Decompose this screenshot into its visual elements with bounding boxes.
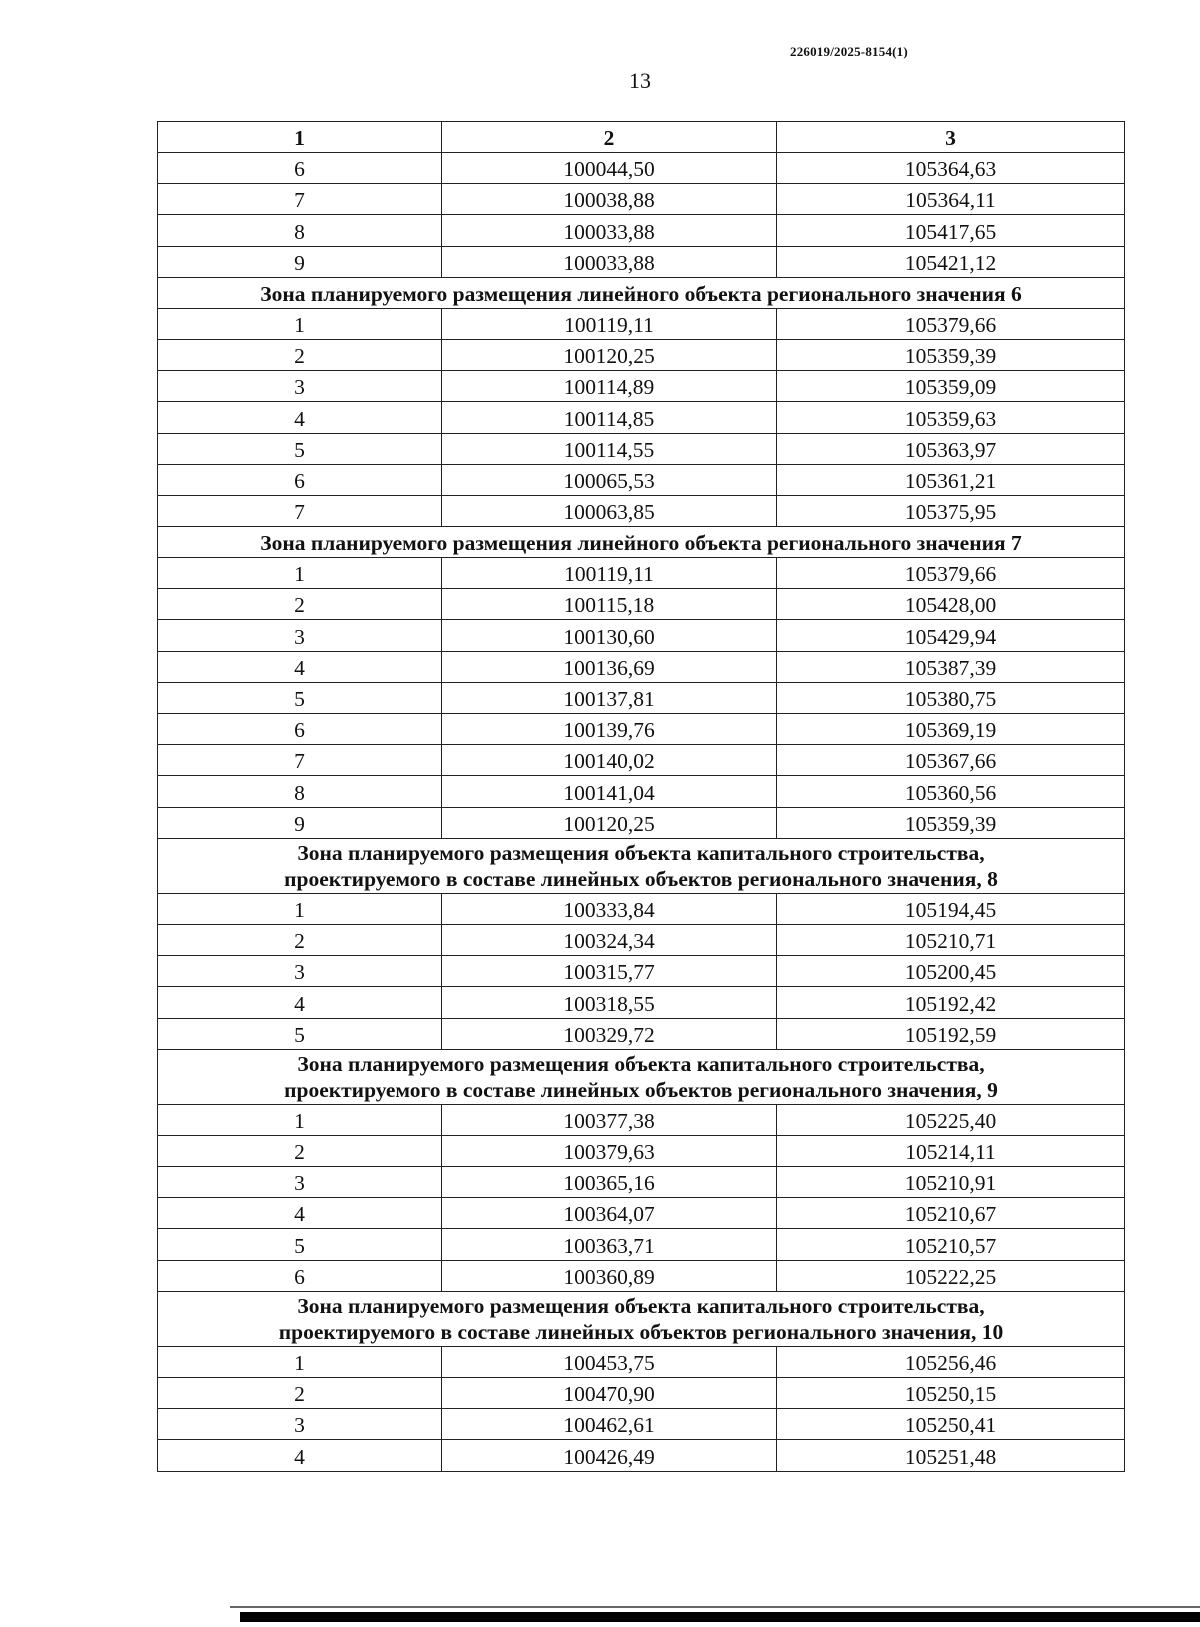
table-row <box>158 558 1125 589</box>
table-row <box>158 495 1125 526</box>
coordinate-y: 105429,94 <box>777 620 1125 651</box>
point-number: 1 <box>158 893 442 924</box>
coordinate-x: 100114,89 <box>442 371 777 402</box>
coordinate-y: 105225,40 <box>777 1104 1125 1135</box>
coordinate-y: 105364,63 <box>777 153 1125 184</box>
coordinate-x: 100120,25 <box>442 807 777 838</box>
table-row <box>158 184 1125 215</box>
coordinate-y: 105222,25 <box>777 1260 1125 1291</box>
table-row <box>158 714 1125 745</box>
coordinate-x: 100063,85 <box>442 495 777 526</box>
coordinate-y: 105375,95 <box>777 495 1125 526</box>
coordinate-x: 100033,88 <box>442 246 777 277</box>
zone-title-line: проектируемого в составе линейных объектов регионального значения, 8 <box>284 866 998 891</box>
coordinate-y: 105214,11 <box>777 1135 1125 1166</box>
point-number: 8 <box>158 776 442 807</box>
table-row <box>158 651 1125 682</box>
zone-title: Зона планируемого размещения линейного объекта регионального значения 7 <box>158 527 1125 558</box>
coordinate-y: 105361,21 <box>777 464 1125 495</box>
coordinate-x: 100379,63 <box>442 1135 777 1166</box>
zone-title-line: Зона планируемого размещения объекта капитального строительства, <box>297 840 985 865</box>
table-row <box>158 1440 1125 1471</box>
point-number: 2 <box>158 339 442 370</box>
point-number: 7 <box>158 495 442 526</box>
table-row <box>158 1229 1125 1260</box>
zone-title <box>158 838 1125 893</box>
coordinate-x: 100315,77 <box>442 956 777 987</box>
point-number: 9 <box>158 807 442 838</box>
table-row <box>158 1104 1125 1135</box>
coordinate-x: 100065,53 <box>442 464 777 495</box>
coordinate-x: 100130,60 <box>442 620 777 651</box>
coordinate-y: 105359,63 <box>777 402 1125 433</box>
point-number: 7 <box>158 745 442 776</box>
table-row <box>158 1018 1125 1049</box>
coordinate-x: 100462,61 <box>442 1409 777 1440</box>
table-row <box>158 1167 1125 1198</box>
coordinate-y: 105428,00 <box>777 589 1125 620</box>
table-row <box>158 1378 1125 1409</box>
table-row <box>158 1346 1125 1377</box>
zone-title-line: проектируемого в составе линейных объектов регионального значения, 9 <box>284 1077 998 1102</box>
table-row <box>158 589 1125 620</box>
coordinate-y: 105192,42 <box>777 987 1125 1018</box>
zone-title-row <box>158 838 1125 893</box>
zone-title-row <box>158 277 1125 308</box>
table-row <box>158 682 1125 713</box>
table-row <box>158 1260 1125 1291</box>
column-header: 3 <box>777 122 1125 153</box>
coordinate-x: 100114,55 <box>442 433 777 464</box>
point-number: 5 <box>158 433 442 464</box>
point-number: 6 <box>158 714 442 745</box>
point-number: 6 <box>158 153 442 184</box>
coordinates-table <box>157 121 1125 1472</box>
coordinate-y: 105210,57 <box>777 1229 1125 1260</box>
zone-title <box>158 1291 1125 1346</box>
point-number: 4 <box>158 651 442 682</box>
coordinate-y: 105192,59 <box>777 1018 1125 1049</box>
point-number: 4 <box>158 1440 442 1471</box>
coordinate-x: 100324,34 <box>442 924 777 955</box>
table-row <box>158 745 1125 776</box>
coordinate-x: 100033,88 <box>442 215 777 246</box>
table-row <box>158 308 1125 339</box>
coordinate-x: 100453,75 <box>442 1346 777 1377</box>
coordinate-y: 105417,65 <box>777 215 1125 246</box>
point-number: 5 <box>158 682 442 713</box>
document-number: 226019/2025-8154(1) <box>790 44 908 59</box>
coordinate-y: 105379,66 <box>777 558 1125 589</box>
table-row <box>158 246 1125 277</box>
coordinate-x: 100360,89 <box>442 1260 777 1291</box>
coordinate-x: 100318,55 <box>442 987 777 1018</box>
coordinate-x: 100377,38 <box>442 1104 777 1135</box>
coordinate-x: 100426,49 <box>442 1440 777 1471</box>
point-number: 3 <box>158 1409 442 1440</box>
coordinate-y: 105421,12 <box>777 246 1125 277</box>
table-row <box>158 893 1125 924</box>
table-row <box>158 620 1125 651</box>
coordinate-x: 100044,50 <box>442 153 777 184</box>
zone-title-row <box>158 1291 1125 1346</box>
coordinate-x: 100329,72 <box>442 1018 777 1049</box>
point-number: 2 <box>158 1378 442 1409</box>
coordinate-x: 100136,69 <box>442 651 777 682</box>
point-number: 3 <box>158 371 442 402</box>
coordinate-y: 105364,11 <box>777 184 1125 215</box>
table-row <box>158 1198 1125 1229</box>
coordinate-x: 100119,11 <box>442 558 777 589</box>
coordinate-y: 105379,66 <box>777 308 1125 339</box>
coordinate-y: 105360,56 <box>777 776 1125 807</box>
coordinate-x: 100363,71 <box>442 1229 777 1260</box>
coordinate-y: 105251,48 <box>777 1440 1125 1471</box>
point-number: 6 <box>158 1260 442 1291</box>
coordinate-x: 100365,16 <box>442 1167 777 1198</box>
point-number: 4 <box>158 1198 442 1229</box>
table-row <box>158 339 1125 370</box>
coordinate-y: 105250,15 <box>777 1378 1125 1409</box>
coordinate-y: 105200,45 <box>777 956 1125 987</box>
coordinate-y: 105359,39 <box>777 339 1125 370</box>
coordinate-y: 105210,67 <box>777 1198 1125 1229</box>
point-number: 3 <box>158 620 442 651</box>
coordinate-x: 100140,02 <box>442 745 777 776</box>
page-number: 13 <box>629 68 651 93</box>
point-number: 2 <box>158 1135 442 1166</box>
coordinate-y: 105210,91 <box>777 1167 1125 1198</box>
point-number: 9 <box>158 246 442 277</box>
coordinate-y: 105367,66 <box>777 745 1125 776</box>
point-number: 2 <box>158 589 442 620</box>
table-row <box>158 987 1125 1018</box>
table-row <box>158 464 1125 495</box>
table-row <box>158 776 1125 807</box>
table-row <box>158 215 1125 246</box>
coordinate-y: 105359,09 <box>777 371 1125 402</box>
zone-title-line: Зона планируемого размещения объекта капитального строительства, <box>297 1293 985 1318</box>
point-number: 1 <box>158 308 442 339</box>
point-number: 1 <box>158 1346 442 1377</box>
coordinate-x: 100141,04 <box>442 776 777 807</box>
point-number: 4 <box>158 402 442 433</box>
coordinate-y: 105387,39 <box>777 651 1125 682</box>
table-row <box>158 807 1125 838</box>
coordinate-x: 100333,84 <box>442 893 777 924</box>
coordinate-x: 100139,76 <box>442 714 777 745</box>
point-number: 5 <box>158 1018 442 1049</box>
point-number: 7 <box>158 184 442 215</box>
coordinate-x: 100364,07 <box>442 1198 777 1229</box>
coordinate-x: 100119,11 <box>442 308 777 339</box>
point-number: 4 <box>158 987 442 1018</box>
column-header: 1 <box>158 122 442 153</box>
table-row <box>158 153 1125 184</box>
point-number: 1 <box>158 558 442 589</box>
table-body <box>158 153 1125 1472</box>
table-row <box>158 371 1125 402</box>
zone-title-row <box>158 1049 1125 1104</box>
coordinate-y: 105256,46 <box>777 1346 1125 1377</box>
coordinate-x: 100114,85 <box>442 402 777 433</box>
coordinate-x: 100137,81 <box>442 682 777 713</box>
coordinate-x: 100120,25 <box>442 339 777 370</box>
coordinate-y: 105194,45 <box>777 893 1125 924</box>
coordinate-y: 105369,19 <box>777 714 1125 745</box>
coordinate-y: 105359,39 <box>777 807 1125 838</box>
column-header: 2 <box>442 122 777 153</box>
table-row <box>158 1409 1125 1440</box>
table-row <box>158 402 1125 433</box>
point-number: 1 <box>158 1104 442 1135</box>
coordinate-y: 105210,71 <box>777 924 1125 955</box>
point-number: 6 <box>158 464 442 495</box>
point-number: 2 <box>158 924 442 955</box>
zone-title-line: Зона планируемого размещения объекта капитального строительства, <box>297 1051 985 1076</box>
table-row <box>158 956 1125 987</box>
table-header-row <box>158 122 1125 153</box>
coordinate-x: 100038,88 <box>442 184 777 215</box>
coordinate-y: 105380,75 <box>777 682 1125 713</box>
scan-edge-line <box>230 1606 1200 1608</box>
table-row <box>158 433 1125 464</box>
point-number: 5 <box>158 1229 442 1260</box>
zone-title-line: проектируемого в составе линейных объектов регионального значения, 10 <box>278 1319 1004 1344</box>
point-number: 3 <box>158 1167 442 1198</box>
coordinate-x: 100470,90 <box>442 1378 777 1409</box>
point-number: 8 <box>158 215 442 246</box>
coordinate-x: 100115,18 <box>442 589 777 620</box>
zone-title <box>158 1049 1125 1104</box>
zone-title: Зона планируемого размещения линейного объекта регионального значения 6 <box>158 277 1125 308</box>
coordinate-y: 105250,41 <box>777 1409 1125 1440</box>
table-row <box>158 924 1125 955</box>
table-row <box>158 1135 1125 1166</box>
scan-edge-bar <box>240 1612 1200 1622</box>
coordinate-y: 105363,97 <box>777 433 1125 464</box>
zone-title-row <box>158 527 1125 558</box>
point-number: 3 <box>158 956 442 987</box>
